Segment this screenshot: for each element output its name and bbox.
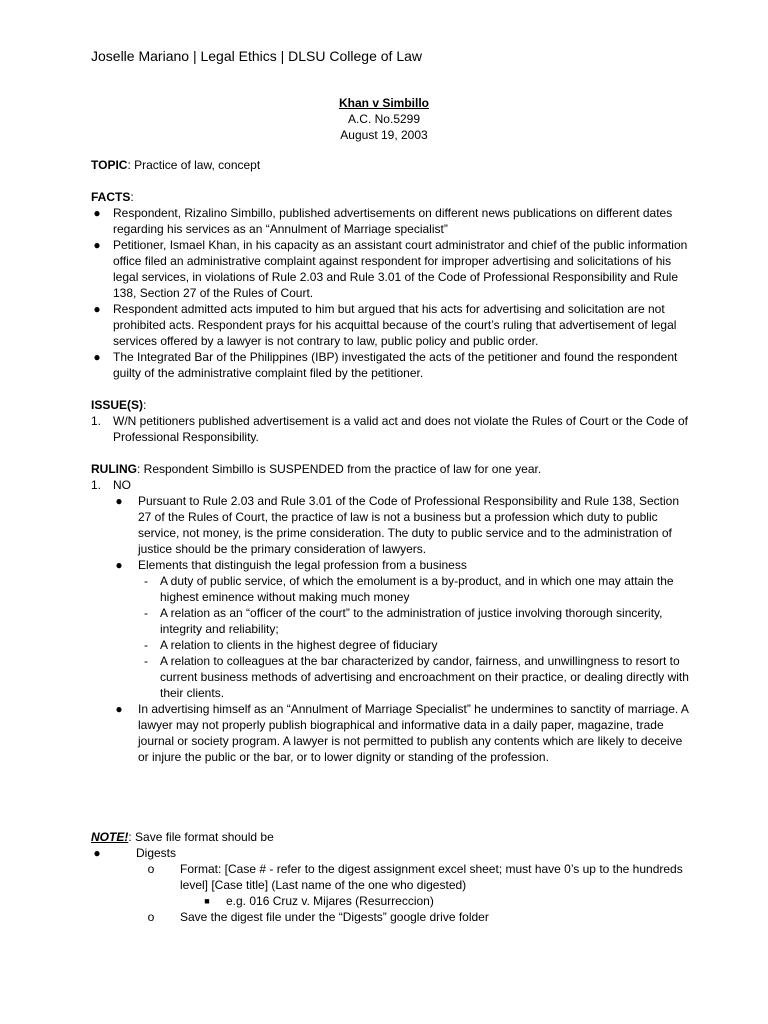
ruling-point: ● In advertising himself as an “Annulment of Marriage Specialist” he undermines to sanctity of marriage. A lawyer may not properly publish biographical and informative data in a daily paper, magazine, trade journal or society program. A lawyer is not permitted to publish any contents which are likely to deceive or injure the public or the bar, or to lower dignity or standing of the profession. bbox=[91, 701, 691, 765]
bullet-icon: ● bbox=[93, 206, 101, 220]
case-title: Khan v Simbillo bbox=[338, 96, 429, 110]
dash-icon: - bbox=[144, 654, 148, 668]
note-subitem: o Format: [Case # - refer to the digest assignment excel sheet; must have 0’s up to the hundreds level] [Case title] (Last name of the one who digested) bbox=[91, 861, 691, 893]
issue-item: 1. W/N petitioners published advertisement is a valid act and does not violate the Rules of Court or the Code of Professional Responsibility. bbox=[91, 414, 688, 444]
dash-icon: - bbox=[144, 638, 148, 652]
case-date: August 19, 2003 bbox=[340, 128, 428, 142]
note-item: ● Digests bbox=[91, 845, 691, 861]
note-line: NOTE!: Save file format should be bbox=[91, 830, 274, 844]
bullet-icon: ● bbox=[115, 494, 123, 508]
note-subitem: o Save the digest file under the “Digests” google drive folder bbox=[91, 909, 691, 925]
bullet-icon: ● bbox=[93, 350, 101, 364]
dash-icon: - bbox=[144, 606, 148, 620]
ruling-label: RULING bbox=[91, 462, 137, 476]
circle-bullet-icon: o bbox=[147, 862, 155, 876]
facts-item: ● Petitioner, Ismael Khan, in his capacity as an assistant court administrator and chief of the public information office filed an administrative complaint against respondent for improper advertising and solicitations of his legal services, in violations of Rule 2.03 and Rule 3.01 of the Code of Professional Responsibility and Rule 138, Section 27 of the Rules of Court. bbox=[91, 237, 691, 301]
issues-label: ISSUE(S) bbox=[91, 398, 144, 412]
bullet-icon: ● bbox=[115, 558, 123, 572]
topic-value: : Practice of law, concept bbox=[127, 158, 261, 172]
bullet-icon: ● bbox=[93, 238, 101, 252]
dash-icon: - bbox=[144, 574, 148, 588]
facts-item: ● Respondent admitted acts imputed to him but argued that his acts for advertising and solicitation are not prohibited acts. Respondent prays for his acquittal because of the court’s ruling that advertisement of legal services offered by a lawyer is not contrary to law, public policy and public order. bbox=[91, 301, 691, 349]
issues-heading: ISSUE(S): bbox=[91, 398, 147, 412]
issue-number: 1. bbox=[91, 414, 102, 428]
facts-item: ● The Integrated Bar of the Philippines (IBP) investigated the acts of the petitioner and found the respondent guilty of the administrative complaint filed by the petitioner. bbox=[91, 349, 691, 381]
note-label: NOTE! bbox=[91, 830, 129, 844]
ruling-value: : Respondent Simbillo is SUSPENDED from the practice of law for one year. bbox=[137, 462, 542, 476]
facts-item: ● Respondent, Rizalino Simbillo, published advertisements on different news publications on different dates regarding his services as an “Annulment of Marriage specialist” bbox=[91, 205, 691, 237]
bullet-icon: ● bbox=[93, 846, 101, 860]
bullet-icon: ● bbox=[93, 302, 101, 316]
ruling-point: ● Pursuant to Rule 2.03 and Rule 3.01 of the Code of Professional Responsibility and Rule 138, Section 27 of the Rules of Court, the practice of law is not a business but a profession which duty to public service, not money, is the prime consideration. The duty to public service and to the administration of justice should be the primary consideration of lawyers. bbox=[91, 493, 691, 557]
case-caption bbox=[0, 95, 768, 143]
element-item: - A relation to clients in the highest degree of fiduciary bbox=[91, 637, 691, 653]
document-header: Joselle Mariano | Legal Ethics | DLSU College of Law bbox=[91, 48, 422, 64]
element-item: - A relation as an “officer of the court” to the administration of justice involving thorough sincerity, integrity and reliability; bbox=[91, 605, 691, 637]
note-example: ■ e.g. 016 Cruz v. Mijares (Resurreccion) bbox=[91, 893, 691, 909]
facts-heading: FACTS: bbox=[91, 190, 134, 204]
digest-body bbox=[91, 157, 691, 925]
case-number: A.C. No.5299 bbox=[347, 112, 421, 126]
bullet-icon: ● bbox=[115, 702, 123, 716]
ruling-point: ● Elements that distinguish the legal profession from a business bbox=[91, 557, 691, 573]
element-item: - A duty of public service, of which the emolument is a by-product, and in which one may attain the highest eminence without making much money bbox=[91, 573, 691, 605]
element-item: - A relation to colleagues at the bar characterized by candor, fairness, and unwillingness to resort to current business methods of advertising and encroachment on their practice, or dealing directly with their clients. bbox=[91, 653, 691, 701]
topic-line bbox=[91, 157, 691, 173]
facts-label: FACTS bbox=[91, 190, 131, 204]
square-bullet-icon: ■ bbox=[204, 896, 210, 906]
ruling-line bbox=[91, 461, 691, 477]
circle-bullet-icon: o bbox=[147, 910, 155, 924]
topic-label: TOPIC bbox=[91, 158, 128, 172]
ruling-answer: 1. NO bbox=[91, 478, 131, 492]
